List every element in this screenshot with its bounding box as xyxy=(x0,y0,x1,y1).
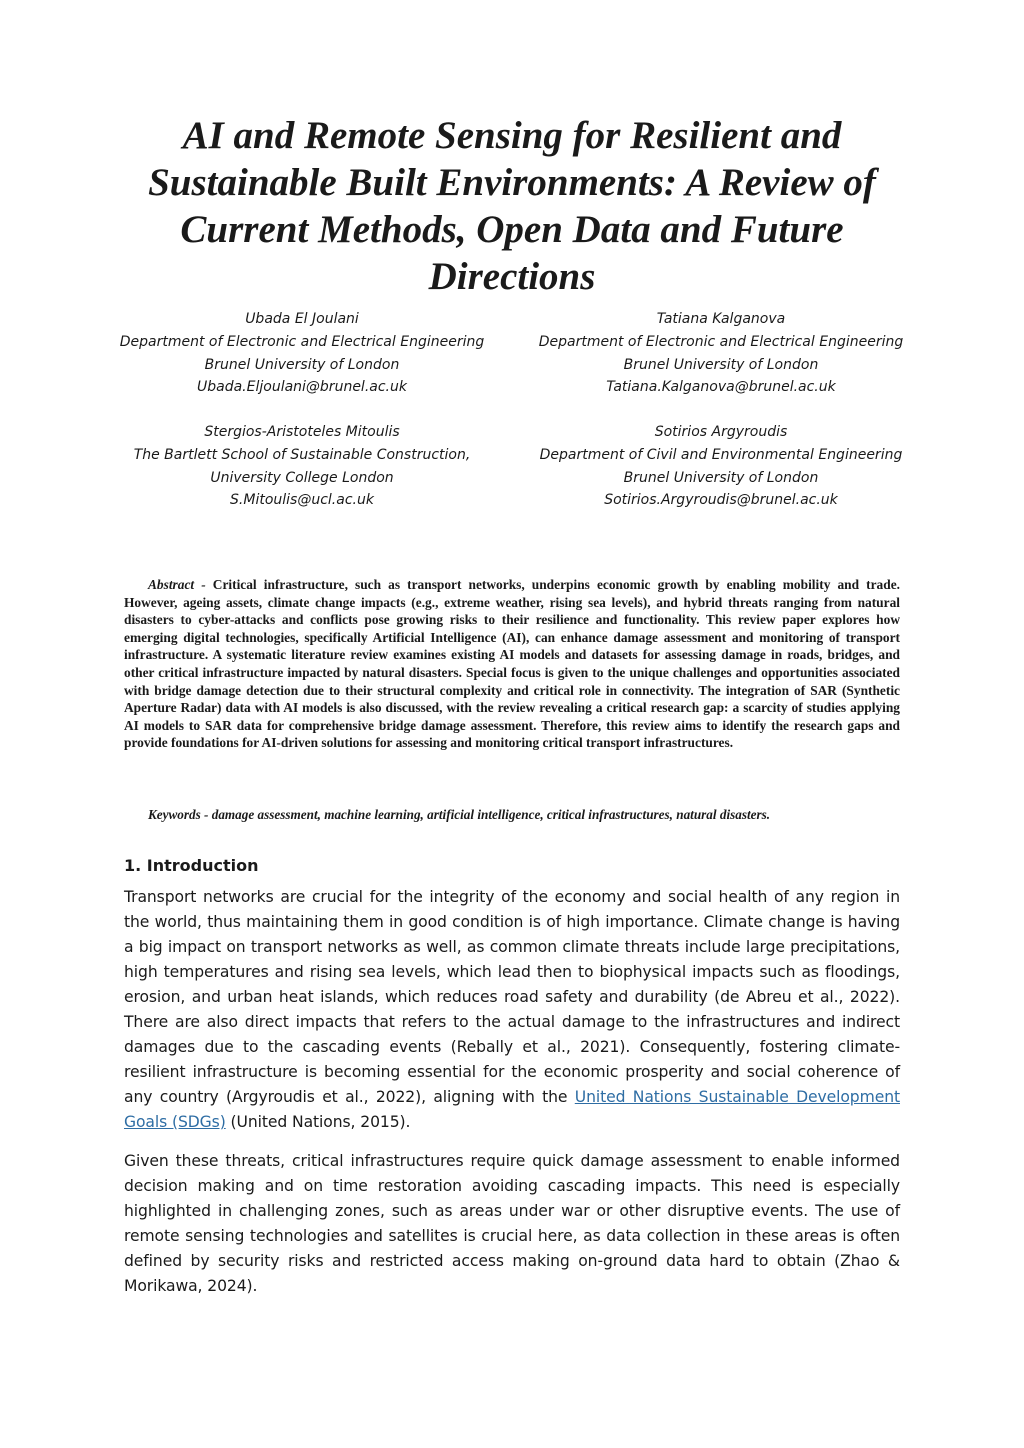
abstract xyxy=(124,576,900,752)
paragraph-text: Transport networks are crucial for the integrity of the economy and social health of any region in the world, thus maintaining them in good condition is of high importance. Climate change is having a big impact on transport networks as well, as common climate threats include large precipitations, high temperatures and rising sea levels, which lead then to biophysical impacts such as floodings, erosion, and urban heat islands, which reduces road safety and durability (de Abreu et al., 2022). There are also direct impacts that refers to the actual damage to the infrastructures and indirect damages due to the cascading events (Rebally et al., 2021). Consequently, fostering climate-resilient infrastructure is becoming essential for the economic prosperity and social coherence of any country (Argyroudis et al., 2022), aligning with the xyxy=(124,888,900,1106)
author-affiliation: Department of Civil and Environmental Engineering xyxy=(539,446,903,463)
section-heading: 1. Introduction xyxy=(124,856,259,875)
author-affiliation: Department of Electronic and Electrical Engineering xyxy=(538,333,904,350)
author-affiliation: Department of Electronic and Electrical Engineering xyxy=(119,333,485,350)
author-institution: Brunel University of London xyxy=(623,356,819,373)
paragraph-text: (United Nations, 2015). xyxy=(225,1113,411,1131)
author-name: Tatiana Kalganova xyxy=(656,311,786,327)
author-block xyxy=(521,308,921,399)
author-name: Sotirios Argyroudis xyxy=(654,424,788,440)
author-affiliation: The Bartlett School of Sustainable Construction, xyxy=(133,446,471,463)
abstract-label: Abstract - xyxy=(148,577,206,592)
keywords: Keywords - damage assessment, machine learning, artificial intelligence, critical infrastructures, natural disasters. xyxy=(148,807,771,822)
sdg-link[interactable]: United Nations Sustainable Development Goals (SDGs) xyxy=(124,1088,900,1131)
author-name: Ubada El Joulani xyxy=(245,311,359,327)
author-email: Ubada.Eljoulani@brunel.ac.uk xyxy=(197,379,407,396)
author-email: Sotirios.Argyroudis@brunel.ac.uk xyxy=(604,492,838,509)
author-email: S.Mitoulis@ucl.ac.uk xyxy=(230,492,374,509)
author-institution: Brunel University of London xyxy=(623,469,819,486)
author-institution: University College London xyxy=(210,469,394,486)
author-email: Tatiana.Kalganova@brunel.ac.uk xyxy=(606,379,836,396)
abstract-text: Critical infrastructure, such as transport networks, underpins economic growth by enabling mobility and trade. However, ageing assets, climate change impacts (e.g., extreme weather, rising sea levels), and hybrid threats ranging from natural disasters to cyber-attacks and conflicts pose growing risks to their resilience and functionality. This review paper explores how emerging digital technologies, specifically Artificial Intelligence (AI), can enhance damage assessment and monitoring of transport infrastructure. A systematic literature review examines existing AI models and datasets for assessing damage in roads, bridges, and other critical infrastructure impacted by natural disasters. Special focus is given to the unique challenges and opportunities associated with bridge damage detection due to their structural complexity and critical role in connectivity. The integration of SAR (Synthetic Aperture Radar) data with AI models is also discussed, with the review revealing a critical research gap: a scarcity of studies applying AI models to SAR data for comprehensive bridge damage assessment. Therefore, this review aims to identify the research gaps and provide foundations for AI-driven solutions for assessing and monitoring critical transport infrastructures. xyxy=(124,577,900,751)
body-paragraph xyxy=(124,885,900,1135)
author-block xyxy=(102,421,502,512)
author-name: Stergios-Aristoteles Mitoulis xyxy=(204,424,400,440)
author-block xyxy=(102,308,502,399)
paper-title: AI and Remote Sensing for Resilient and Sustainable Built Environments: A Review of Current Methods, Open Data and Future Directions xyxy=(148,114,876,298)
body-paragraph: Given these threats, critical infrastructures require quick damage assessment to enable informed decision making and on time restoration avoiding cascading impacts. This need is especially highlighted in challenging zones, such as areas under war or other disruptive events. The use of remote sensing technologies and satellites is crucial here, as data collection in these areas is often defined by security risks and restricted access making on-ground data hard to obtain (Zhao & Morikawa, 2024). xyxy=(124,1152,900,1295)
author-block xyxy=(521,421,921,512)
author-institution: Brunel University of London xyxy=(204,356,400,373)
